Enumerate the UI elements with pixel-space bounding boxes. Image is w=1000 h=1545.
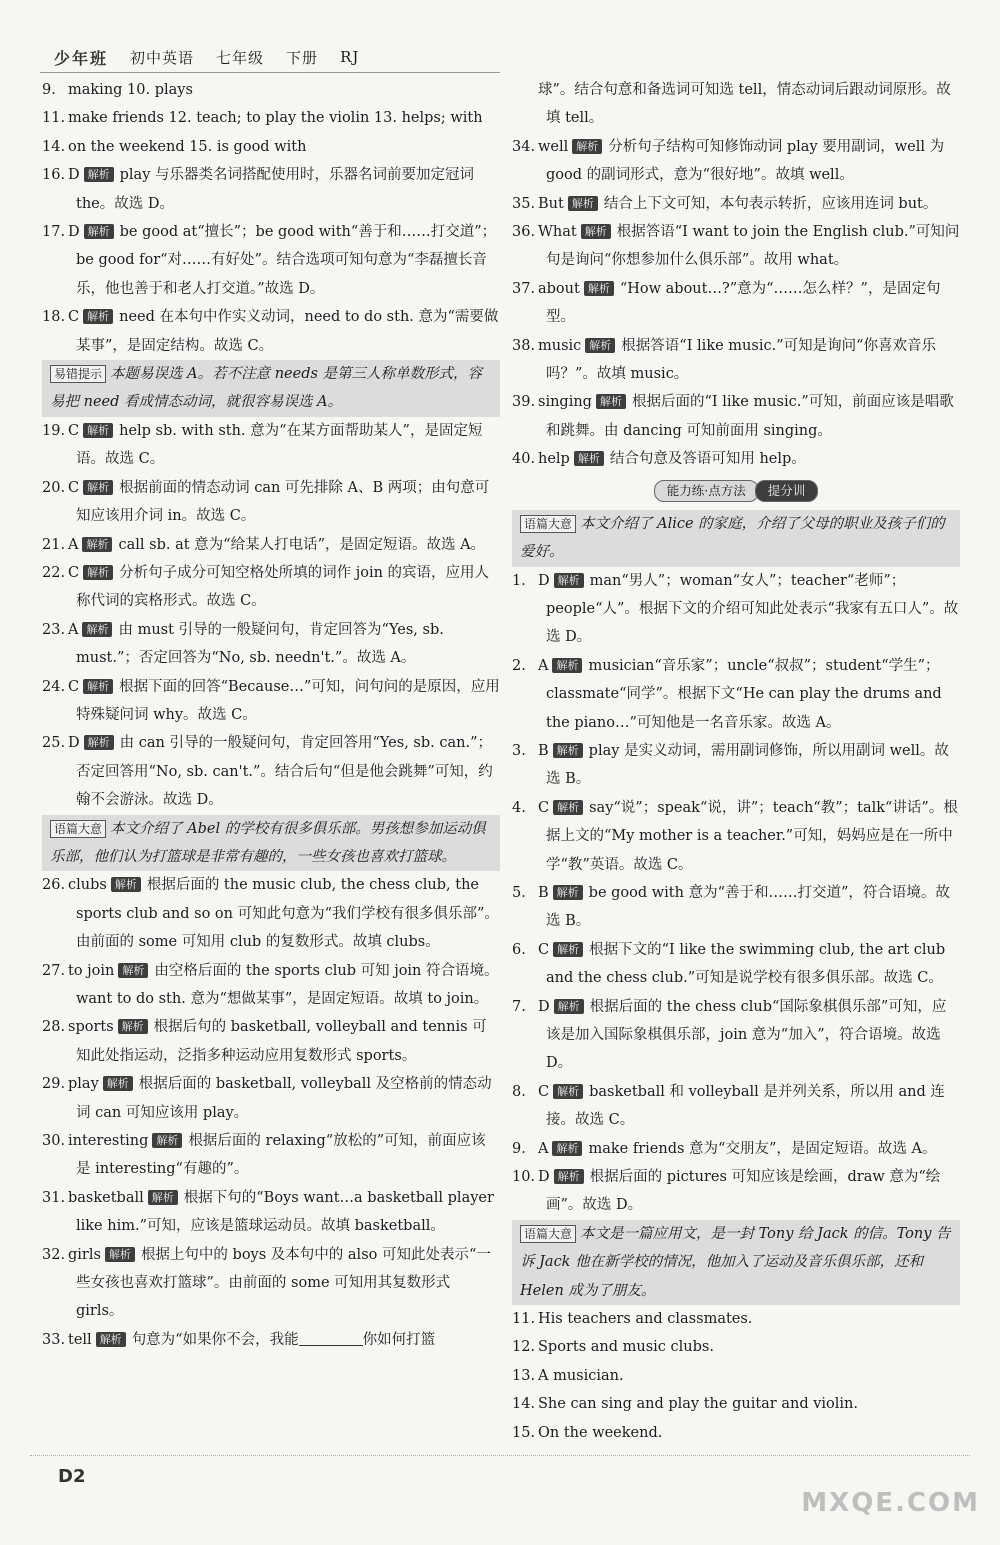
item-number: 16. bbox=[42, 167, 66, 184]
item-text: Sports and music clubs. bbox=[538, 1339, 714, 1356]
item-number: 40. bbox=[512, 451, 536, 468]
left-column bbox=[42, 76, 500, 1354]
item-text: make friends 12. teach; to play the violin 13. helps; with bbox=[68, 110, 483, 127]
item-answer: C bbox=[68, 422, 80, 439]
passage-summary-label: 语篇大意 bbox=[520, 515, 576, 533]
answer-item bbox=[42, 218, 500, 303]
answer-item bbox=[512, 794, 960, 879]
section-banner-badge: 提分训 bbox=[755, 480, 819, 502]
item-number: 1. bbox=[512, 572, 526, 589]
item-answer: play bbox=[68, 1076, 99, 1093]
answer-item bbox=[512, 388, 960, 445]
error-tip-box bbox=[42, 360, 500, 417]
item-answer: C bbox=[538, 941, 550, 958]
item-answer: A bbox=[68, 536, 79, 553]
item-text: 根据后面的 pictures 可知应该是绘画，draw 意为“绘画”。故选 D。 bbox=[546, 1169, 941, 1214]
item-text: His teachers and classmates. bbox=[538, 1311, 753, 1328]
item-number: 34. bbox=[512, 138, 536, 155]
item-text: 由空格后面的 the sports club 可知 join 符合语境。want to do sth. 意为“想做某事”，是固定短语。故填 to join。 bbox=[76, 962, 499, 1007]
analysis-tag: 解析 bbox=[568, 196, 598, 211]
answer-item bbox=[42, 1326, 500, 1354]
analysis-tag: 解析 bbox=[83, 309, 113, 324]
answer-item bbox=[512, 652, 960, 737]
answer-item bbox=[42, 76, 500, 104]
answer-item bbox=[512, 218, 960, 275]
item-text: 根据下面的回答“Because…”可知，问句问的是原因，应用特殊疑问词 why。故选 C。 bbox=[76, 678, 500, 723]
answer-item bbox=[42, 673, 500, 730]
header-volume: 下册 bbox=[286, 48, 319, 67]
item-text: need 在本句中作实义动词，need to do sth. 意为“需要做某事”，是固定结构。故选 C。 bbox=[76, 309, 499, 354]
item-number: 18. bbox=[42, 309, 66, 326]
analysis-tag: 解析 bbox=[554, 1169, 584, 1184]
answer-item bbox=[42, 531, 500, 559]
item-text: 由 can 引导的一般疑问句，肯定回答用“Yes, sb. can.”；否定回答用“No, sb. can't.”。结合后句“但是他会跳舞”可知，约翰不会游泳。故选 D。 bbox=[76, 735, 493, 809]
item-text: 根据后面的“I like music.”可知，前面应该是唱歌和跳舞。由 dancing 可知前面用 singing。 bbox=[546, 394, 954, 439]
item-number: 23. bbox=[42, 621, 66, 638]
item-answer: clubs bbox=[68, 877, 107, 894]
item-answer: A bbox=[538, 657, 549, 674]
item-answer: A bbox=[538, 1140, 549, 1157]
item-text: 根据后句的 basketball, volleyball and tennis 可知此处指运动，泛指多种运动应用复数形式 sports。 bbox=[76, 1019, 487, 1064]
item-text: 结合句意及答语可知用 help。 bbox=[609, 451, 806, 468]
answer-item bbox=[42, 417, 500, 474]
answer-item bbox=[512, 936, 960, 993]
item-number: 14. bbox=[42, 138, 66, 155]
item-number: 4. bbox=[512, 799, 526, 816]
item-answer: tell bbox=[68, 1331, 92, 1348]
item-answer: A bbox=[68, 621, 79, 638]
item-number: 7. bbox=[512, 998, 526, 1015]
item-answer: D bbox=[68, 167, 80, 184]
fill-blank bbox=[299, 1331, 363, 1346]
analysis-tag: 解析 bbox=[118, 1019, 148, 1034]
item-text: A musician. bbox=[538, 1367, 624, 1384]
item-answer: music bbox=[538, 337, 582, 354]
item-text: 根据上句中的 boys 及本句中的 also 可知此处表示“一些女孩也喜欢打篮球”。由前面的 some 可知用其复数形式 girls。 bbox=[76, 1246, 491, 1320]
item-answer: C bbox=[68, 678, 80, 695]
answer-item bbox=[512, 1419, 960, 1447]
item-number: 35. bbox=[512, 195, 536, 212]
answer-item bbox=[42, 559, 500, 616]
answer-item bbox=[512, 332, 960, 389]
analysis-tag: 解析 bbox=[83, 480, 113, 495]
item-number: 32. bbox=[42, 1246, 66, 1263]
item-text: 根据后面的 basketball, volleyball 及空格前的情态动词 can 可知应该用 play。 bbox=[76, 1076, 492, 1121]
item-text: 根据答语“I like music.”可知是询问“你喜欢音乐吗？”。故填 music。 bbox=[546, 337, 937, 383]
item-number: 13. bbox=[512, 1367, 536, 1384]
item-text: on the weekend 15. is good with bbox=[68, 138, 307, 155]
item-text: man“男人”；woman“女人”；teacher“老师”；people“人”。根据下文的介绍可知此处表示“我家有五口人”。故选 D。 bbox=[546, 572, 959, 646]
analysis-tag: 解析 bbox=[552, 658, 582, 673]
answer-item bbox=[42, 1241, 500, 1326]
analysis-tag: 解析 bbox=[111, 877, 141, 892]
item-answer: basketball bbox=[68, 1189, 144, 1206]
item-text: say“说”；speak“说，讲”；teach“教”；talk“讲话”。根据上文的“My mother is a teacher.”可知，妈妈应是在一所中学“教”英语。故选 C。 bbox=[546, 799, 958, 873]
item-number: 11. bbox=[512, 1311, 536, 1328]
passage-summary-label: 语篇大意 bbox=[50, 820, 106, 838]
item-answer: to join bbox=[68, 962, 115, 979]
item-number: 36. bbox=[512, 224, 536, 241]
answer-item bbox=[512, 1362, 960, 1390]
passage-summary-text: 本文是一篇应用文，是一封 Tony 给 Jack 的信。Tony 告诉 Jack 他在新学校的情况，他加入了运动及音乐俱乐部，还和 Helen 成为了朋友。 bbox=[520, 1225, 951, 1299]
item-text: help sb. with sth. 意为“在某方面帮助某人”，是固定短语。故选 C。 bbox=[76, 422, 483, 468]
item-text: be good with 意为“善于和……打交道”，符合语境。故选 B。 bbox=[546, 884, 950, 930]
item-answer: C bbox=[68, 479, 80, 496]
error-tip-text: 本题易误选 A。若不注意 needs 是第三人称单数形式，容易把 need 看成情态动词，就很容易误选 A。 bbox=[50, 366, 483, 411]
item-number: 37. bbox=[512, 280, 536, 297]
item-number: 15. bbox=[512, 1424, 536, 1441]
header-edition: RJ bbox=[340, 48, 360, 66]
answer-item bbox=[512, 1078, 960, 1135]
answer-item bbox=[512, 275, 960, 332]
answer-item bbox=[42, 1184, 500, 1241]
passage-summary-box bbox=[512, 510, 960, 567]
error-tip-label: 易错提示 bbox=[50, 365, 106, 383]
item-answer: But bbox=[538, 195, 564, 212]
analysis-tag: 解析 bbox=[83, 679, 113, 694]
analysis-tag: 解析 bbox=[82, 622, 112, 637]
item-number: 31. bbox=[42, 1189, 66, 1206]
item-text: On the weekend. bbox=[538, 1424, 663, 1441]
item-text: 根据答语“I want to join the English club.”可知问句是询问“你想参加什么俱乐部”。故用 what。 bbox=[546, 224, 960, 269]
analysis-tag: 解析 bbox=[84, 224, 114, 239]
item-number: 11. bbox=[42, 110, 66, 127]
answer-item bbox=[512, 1390, 960, 1418]
item-number: 10. bbox=[512, 1169, 536, 1186]
item-number: 5. bbox=[512, 884, 526, 901]
item-number: 39. bbox=[512, 394, 536, 411]
item-answer: C bbox=[68, 309, 80, 326]
item-number: 25. bbox=[42, 735, 66, 752]
item-answer: D bbox=[538, 998, 550, 1015]
answer-item bbox=[512, 879, 960, 936]
analysis-tag: 解析 bbox=[84, 167, 114, 182]
item-answer: B bbox=[538, 742, 549, 759]
analysis-tag: 解析 bbox=[553, 885, 583, 900]
item-text: 结合上下文可知，本句表示转折，应该用连词 but。 bbox=[603, 195, 938, 212]
item-answer: D bbox=[538, 572, 550, 589]
item-answer: B bbox=[538, 884, 549, 901]
answer-item bbox=[42, 104, 500, 132]
item-answer: girls bbox=[68, 1246, 101, 1263]
answer-item bbox=[42, 133, 500, 161]
item-number: 9. bbox=[42, 82, 56, 98]
answer-item bbox=[42, 871, 500, 956]
item-number: 27. bbox=[42, 962, 66, 979]
item-number: 6. bbox=[512, 941, 526, 958]
analysis-tag: 解析 bbox=[148, 1190, 178, 1205]
item-text: 根据下文的“I like the swimming club, the art club and the chess club.”可知是说学校有很多俱乐部。故选 C。 bbox=[546, 941, 946, 987]
passage-summary-box bbox=[42, 815, 500, 872]
right-column bbox=[512, 76, 960, 1447]
item-number: 17. bbox=[42, 224, 66, 241]
item-answer: singing bbox=[538, 394, 592, 411]
item-text: be good at“擅长”；be good with“善于和……打交道”；be good for“对……有好处”。结合选项可知句意为“李磊擅长音乐，他也善于和老人打交道。”故选 D。 bbox=[76, 224, 497, 297]
item-text: basketball 和 volleyball 是并列关系，所以用 and 连接。故选 C。 bbox=[546, 1083, 945, 1129]
item-answer: D bbox=[68, 735, 80, 752]
answer-item bbox=[512, 993, 960, 1078]
item-answer: help bbox=[538, 451, 570, 468]
passage-summary-label: 语篇大意 bbox=[520, 1225, 576, 1243]
analysis-tag: 解析 bbox=[553, 1084, 583, 1099]
section-banner bbox=[512, 480, 960, 506]
item-text: 根据前面的情态动词 can 可先排除 A、B 两项；由句意可知应该用介词 in。故选 C。 bbox=[76, 479, 490, 525]
passage-summary-text: 本文介绍了 Abel 的学校有很多俱乐部。男孩想参加运动俱乐部，他们认为打篮球是非常有趣的，一些女孩也喜欢打篮球。 bbox=[50, 820, 486, 865]
brand-logo: 少年班 bbox=[54, 48, 109, 68]
item-text: 根据后面的 the chess club“国际象棋俱乐部”可知，应该是加入国际象棋俱乐部，join 意为“加入”，符合语境。故选 D。 bbox=[546, 998, 947, 1072]
analysis-tag: 解析 bbox=[103, 1076, 133, 1091]
item-number: 12. bbox=[512, 1339, 536, 1356]
analysis-tag: 解析 bbox=[96, 1332, 126, 1347]
answer-item bbox=[42, 474, 500, 531]
analysis-tag: 解析 bbox=[84, 735, 114, 750]
analysis-tag: 解析 bbox=[581, 224, 611, 239]
analysis-tag: 解析 bbox=[105, 1247, 135, 1262]
header-divider bbox=[40, 72, 500, 73]
item-answer: What bbox=[538, 224, 577, 241]
item-number: 20. bbox=[42, 479, 66, 496]
item-text: 分析句子成分可知空格处所填的词作 join 的宾语，应用人称代词的宾格形式。故选 C。 bbox=[76, 564, 490, 610]
item-number: 2. bbox=[512, 657, 526, 674]
item-number: 30. bbox=[42, 1133, 66, 1150]
passage-summary-text: 本文介绍了 Alice 的家庭，介绍了父母的职业及孩子们的爱好。 bbox=[520, 515, 945, 561]
item-number: 26. bbox=[42, 877, 66, 894]
answer-item bbox=[512, 133, 960, 190]
analysis-tag: 解析 bbox=[585, 338, 615, 353]
analysis-tag: 解析 bbox=[584, 281, 614, 296]
item-text: 句意为“如果你不会，我能 bbox=[131, 1331, 299, 1348]
answer-item bbox=[42, 1127, 500, 1184]
item-text: make friends 意为“交朋友”，是固定短语。故选 A。 bbox=[588, 1140, 937, 1157]
answer-item bbox=[42, 616, 500, 673]
item-text: 由 must 引导的一般疑问句，肯定回答为“Yes, sb. must.”；否定回答为“No, sb. needn't.”。故选 A。 bbox=[76, 621, 444, 667]
item-answer: well bbox=[538, 138, 569, 155]
answer-item bbox=[512, 1333, 960, 1361]
answer-item bbox=[512, 1163, 960, 1220]
item-text: making 10. plays bbox=[68, 82, 193, 98]
item-text: call sb. at 意为“给某人打电话”，是固定短语。故选 A。 bbox=[118, 536, 486, 553]
item-number: 8. bbox=[512, 1083, 526, 1100]
item-text: 根据下句的“Boys want…a basketball player like him.”可知，应该是篮球运动员。故填 basketball。 bbox=[76, 1189, 494, 1235]
analysis-tag: 解析 bbox=[82, 537, 112, 552]
answer-item bbox=[42, 1013, 500, 1070]
item-answer: sports bbox=[68, 1019, 114, 1036]
analysis-tag: 解析 bbox=[572, 139, 602, 154]
answer-item bbox=[512, 1135, 960, 1163]
item-text: 球”。结合句意和备选词可知选 tell，情态动词后跟动词原形。故填 tell。 bbox=[538, 82, 951, 127]
analysis-tag: 解析 bbox=[552, 1141, 582, 1156]
footer-divider bbox=[30, 1455, 970, 1456]
item-answer: C bbox=[68, 564, 80, 581]
item-text: 分析句子结构可知修饰动词 play 要用副词，well 为 good 的副词形式，意为“很好地”。故填 well。 bbox=[546, 138, 945, 184]
analysis-tag: 解析 bbox=[574, 451, 604, 466]
item-text-tail: 你如何打篮 bbox=[362, 1331, 436, 1348]
answer-item bbox=[42, 303, 500, 360]
answer-item bbox=[42, 161, 500, 218]
item-number: 28. bbox=[42, 1019, 66, 1036]
item-answer: C bbox=[538, 799, 550, 816]
page-header bbox=[40, 42, 500, 72]
header-grade: 七年级 bbox=[216, 48, 265, 67]
passage-summary-box bbox=[512, 1220, 960, 1305]
item-text: She can sing and play the guitar and violin. bbox=[538, 1396, 859, 1413]
analysis-tag: 解析 bbox=[83, 423, 113, 438]
item-text: musician“音乐家”；uncle“叔叔”；student“学生”；classmate“同学”。根据下文“He can play the drums and the piano…”可知他是一名音乐家。故选 A。 bbox=[546, 657, 942, 731]
item-answer: interesting bbox=[68, 1133, 149, 1150]
item-number: 3. bbox=[512, 742, 526, 759]
item-answer: about bbox=[538, 280, 580, 297]
item-text: 根据后面的 relaxing“放松的”可知，前面应该是 interesting“有趣的”。 bbox=[76, 1133, 486, 1178]
item-answer: D bbox=[68, 224, 80, 241]
item-answer: C bbox=[538, 1083, 550, 1100]
item-number: 22. bbox=[42, 564, 66, 581]
header-subject: 初中英语 bbox=[130, 48, 195, 67]
item-text: “How about…?”意为“……怎么样？”，是固定句型。 bbox=[546, 280, 941, 326]
answer-item bbox=[512, 190, 960, 218]
analysis-tag: 解析 bbox=[118, 963, 148, 978]
item-number: 21. bbox=[42, 536, 66, 553]
analysis-tag: 解析 bbox=[554, 999, 584, 1014]
item-number: 24. bbox=[42, 678, 66, 695]
item-number: 38. bbox=[512, 337, 536, 354]
item-number: 19. bbox=[42, 422, 66, 439]
answer-item bbox=[42, 957, 500, 1014]
answer-item bbox=[512, 1305, 960, 1333]
analysis-tag: 解析 bbox=[83, 565, 113, 580]
item-text: play 与乐器类名词搭配使用时，乐器名词前要加定冠词 the。故选 D。 bbox=[76, 167, 475, 212]
item-number: 9. bbox=[512, 1140, 526, 1157]
analysis-tag: 解析 bbox=[553, 743, 583, 758]
analysis-tag: 解析 bbox=[553, 942, 583, 957]
section-banner-title: 能力练·点方法 bbox=[654, 480, 759, 502]
analysis-tag: 解析 bbox=[596, 394, 626, 409]
item-number: 14. bbox=[512, 1396, 536, 1413]
answer-item bbox=[512, 76, 960, 133]
answer-item bbox=[42, 1070, 500, 1127]
item-number: 33. bbox=[42, 1331, 66, 1348]
item-number: 29. bbox=[42, 1076, 66, 1093]
item-text: play 是实义动词，需用副词修饰，所以用副词 well。故选 B。 bbox=[546, 742, 949, 788]
answer-item bbox=[512, 737, 960, 794]
answer-item bbox=[512, 445, 960, 473]
item-answer: D bbox=[538, 1169, 550, 1186]
item-text: 根据后面的 the music club, the chess club, the sports club and so on 可知此句意为“我们学校有很多俱乐部”。由前面的 some 可知用 club 的复数形式。故填 clubs。 bbox=[76, 877, 499, 951]
analysis-tag: 解析 bbox=[553, 800, 583, 815]
answer-item bbox=[42, 729, 500, 814]
page-number: D2 bbox=[58, 1466, 86, 1487]
analysis-tag: 解析 bbox=[152, 1133, 182, 1148]
watermark: MXQE.COM bbox=[801, 1488, 980, 1518]
answer-item bbox=[512, 567, 960, 652]
analysis-tag: 解析 bbox=[554, 573, 584, 588]
